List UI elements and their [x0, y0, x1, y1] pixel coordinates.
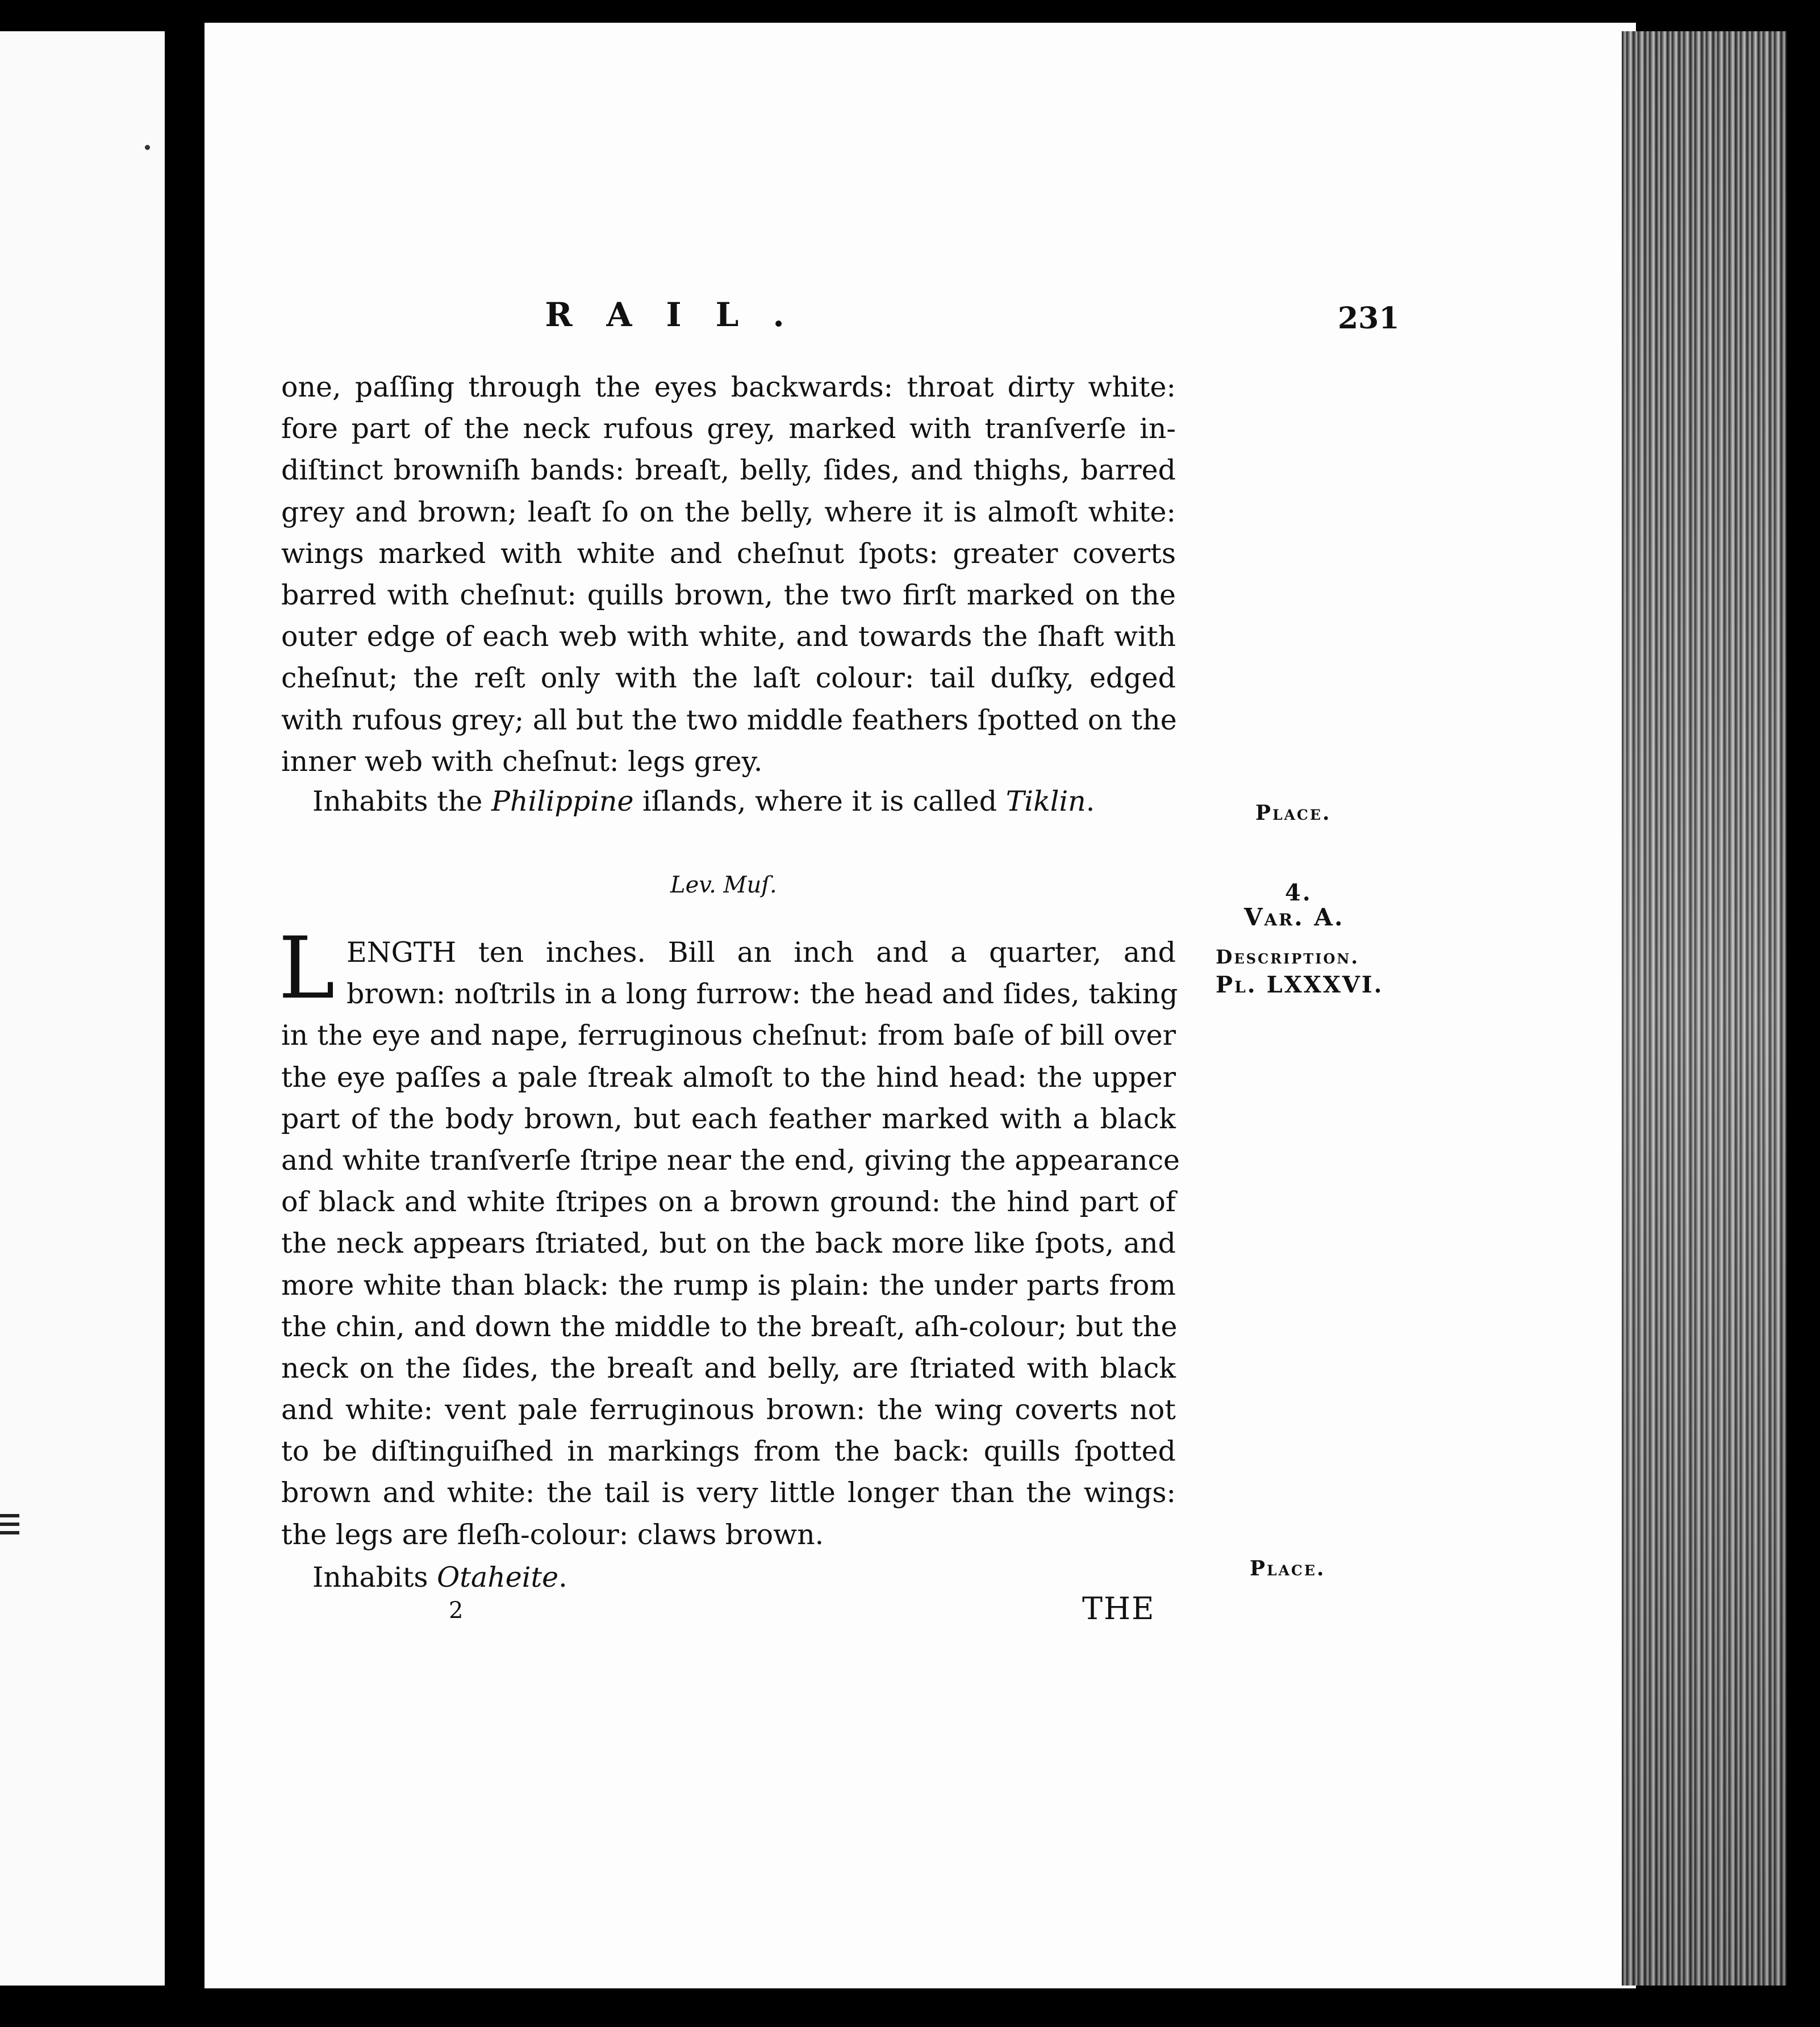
catchword: THE	[1082, 1591, 1155, 1626]
text-line: the eye paſſes a pale ſtreak almoſt to the hind head: the upper	[281, 1061, 1176, 1094]
facing-page-rule	[0, 1531, 19, 1534]
text-line: grey and brown; leaſt ſo on the belly, where it is almoſt white:	[281, 495, 1176, 528]
local-name: Tiklin	[1005, 785, 1086, 818]
paragraph-continued	[281, 366, 1176, 782]
text-line: one, paſſing through the eyes backwards: throat dirty white:	[281, 371, 1176, 403]
text-line: diſtinct browniſh bands: breaſt, belly, ſides, and thighs, barred	[281, 454, 1176, 487]
margin-note-plate: Pl. LXXXVI.	[1216, 971, 1384, 998]
text-line: and white tranſverſe ſtripe near the end, giving the appearance	[281, 1144, 1180, 1177]
margin-note-number: 4.	[1285, 879, 1312, 906]
text-line: with rufous grey; all but the two middle feathers ſpotted on the	[281, 703, 1177, 736]
text-line: of black and white ſtripes on a brown ground: the hind part of	[281, 1186, 1176, 1219]
text-line: the legs are fleſh-colour: claws brown.	[281, 1518, 824, 1551]
running-head: RAIL.	[545, 295, 819, 334]
text-line: brown and white: the tail is very little longer than the wings:	[281, 1477, 1176, 1509]
margin-note-description: Description.	[1216, 946, 1360, 969]
page-number: 231	[1338, 301, 1400, 336]
text-line: neck on the ſides, the breaſt and belly, are ſtriated with black	[281, 1352, 1176, 1384]
text-line: fore part of the neck rufous grey, marked with tranſverſe in-	[281, 412, 1176, 445]
habitat-line: Inhabits Otaheite.	[312, 1561, 567, 1594]
place-name: Otaheite	[437, 1561, 559, 1594]
source-heading: Lev. Muſ.	[670, 872, 777, 898]
text-line: part of the body brown, but each feather marked with a black	[281, 1102, 1176, 1135]
text-line: brown: noſtrils in a long furrow: the head and ſides, taking	[347, 978, 1178, 1011]
text-line: the chin, and down the middle to the breaſt, aſh-colour; but the	[281, 1310, 1178, 1343]
text-line: to be diſtinguiſhed in markings from the back: quills ſpotted	[281, 1435, 1176, 1468]
text-line: wings marked with white and cheſnut ſpots: greater coverts	[281, 537, 1176, 570]
facing-page-rule	[0, 1523, 19, 1526]
ink-speck	[145, 145, 150, 150]
text-line: more white than black: the rump is plain: the under parts from	[281, 1269, 1176, 1302]
text-line: the neck appears ſtriated, but on the back more like ſpots, and	[281, 1227, 1176, 1260]
text-line: inner web with cheſnut: legs grey.	[281, 745, 763, 778]
margin-note-place: Place.	[1255, 801, 1331, 825]
facing-page-rule	[0, 1514, 19, 1517]
text-line: and white: vent pale ferruginous brown: the wing coverts not	[281, 1394, 1176, 1427]
text-line: barred with cheſnut: quills brown, the two firſt marked on the	[281, 578, 1176, 611]
signature-mark: 2	[449, 1598, 464, 1624]
facing-page	[0, 31, 165, 1986]
margin-note-variety: Var. A.	[1244, 903, 1345, 931]
text-line: ENGTH ten inches. Bill an inch and a quarter, and	[347, 936, 1176, 969]
text-line: cheſnut; the reſt only with the laſt colour: tail duſky, edged	[281, 662, 1176, 695]
margin-note-place: Place.	[1250, 1557, 1326, 1580]
page-edges	[1622, 31, 1786, 1986]
habitat-line: Inhabits the Philippine iſlands, where it is called Tiklin.	[312, 785, 1095, 818]
description-paragraph	[281, 932, 1180, 1555]
place-name: Philippine	[491, 785, 634, 818]
text-line: in the eye and nape, ferruginous cheſnut: from baſe of bill over	[281, 1019, 1176, 1052]
drop-cap: L	[278, 919, 335, 1018]
text-line: outer edge of each web with white, and towards the ſhaft with	[281, 620, 1176, 653]
